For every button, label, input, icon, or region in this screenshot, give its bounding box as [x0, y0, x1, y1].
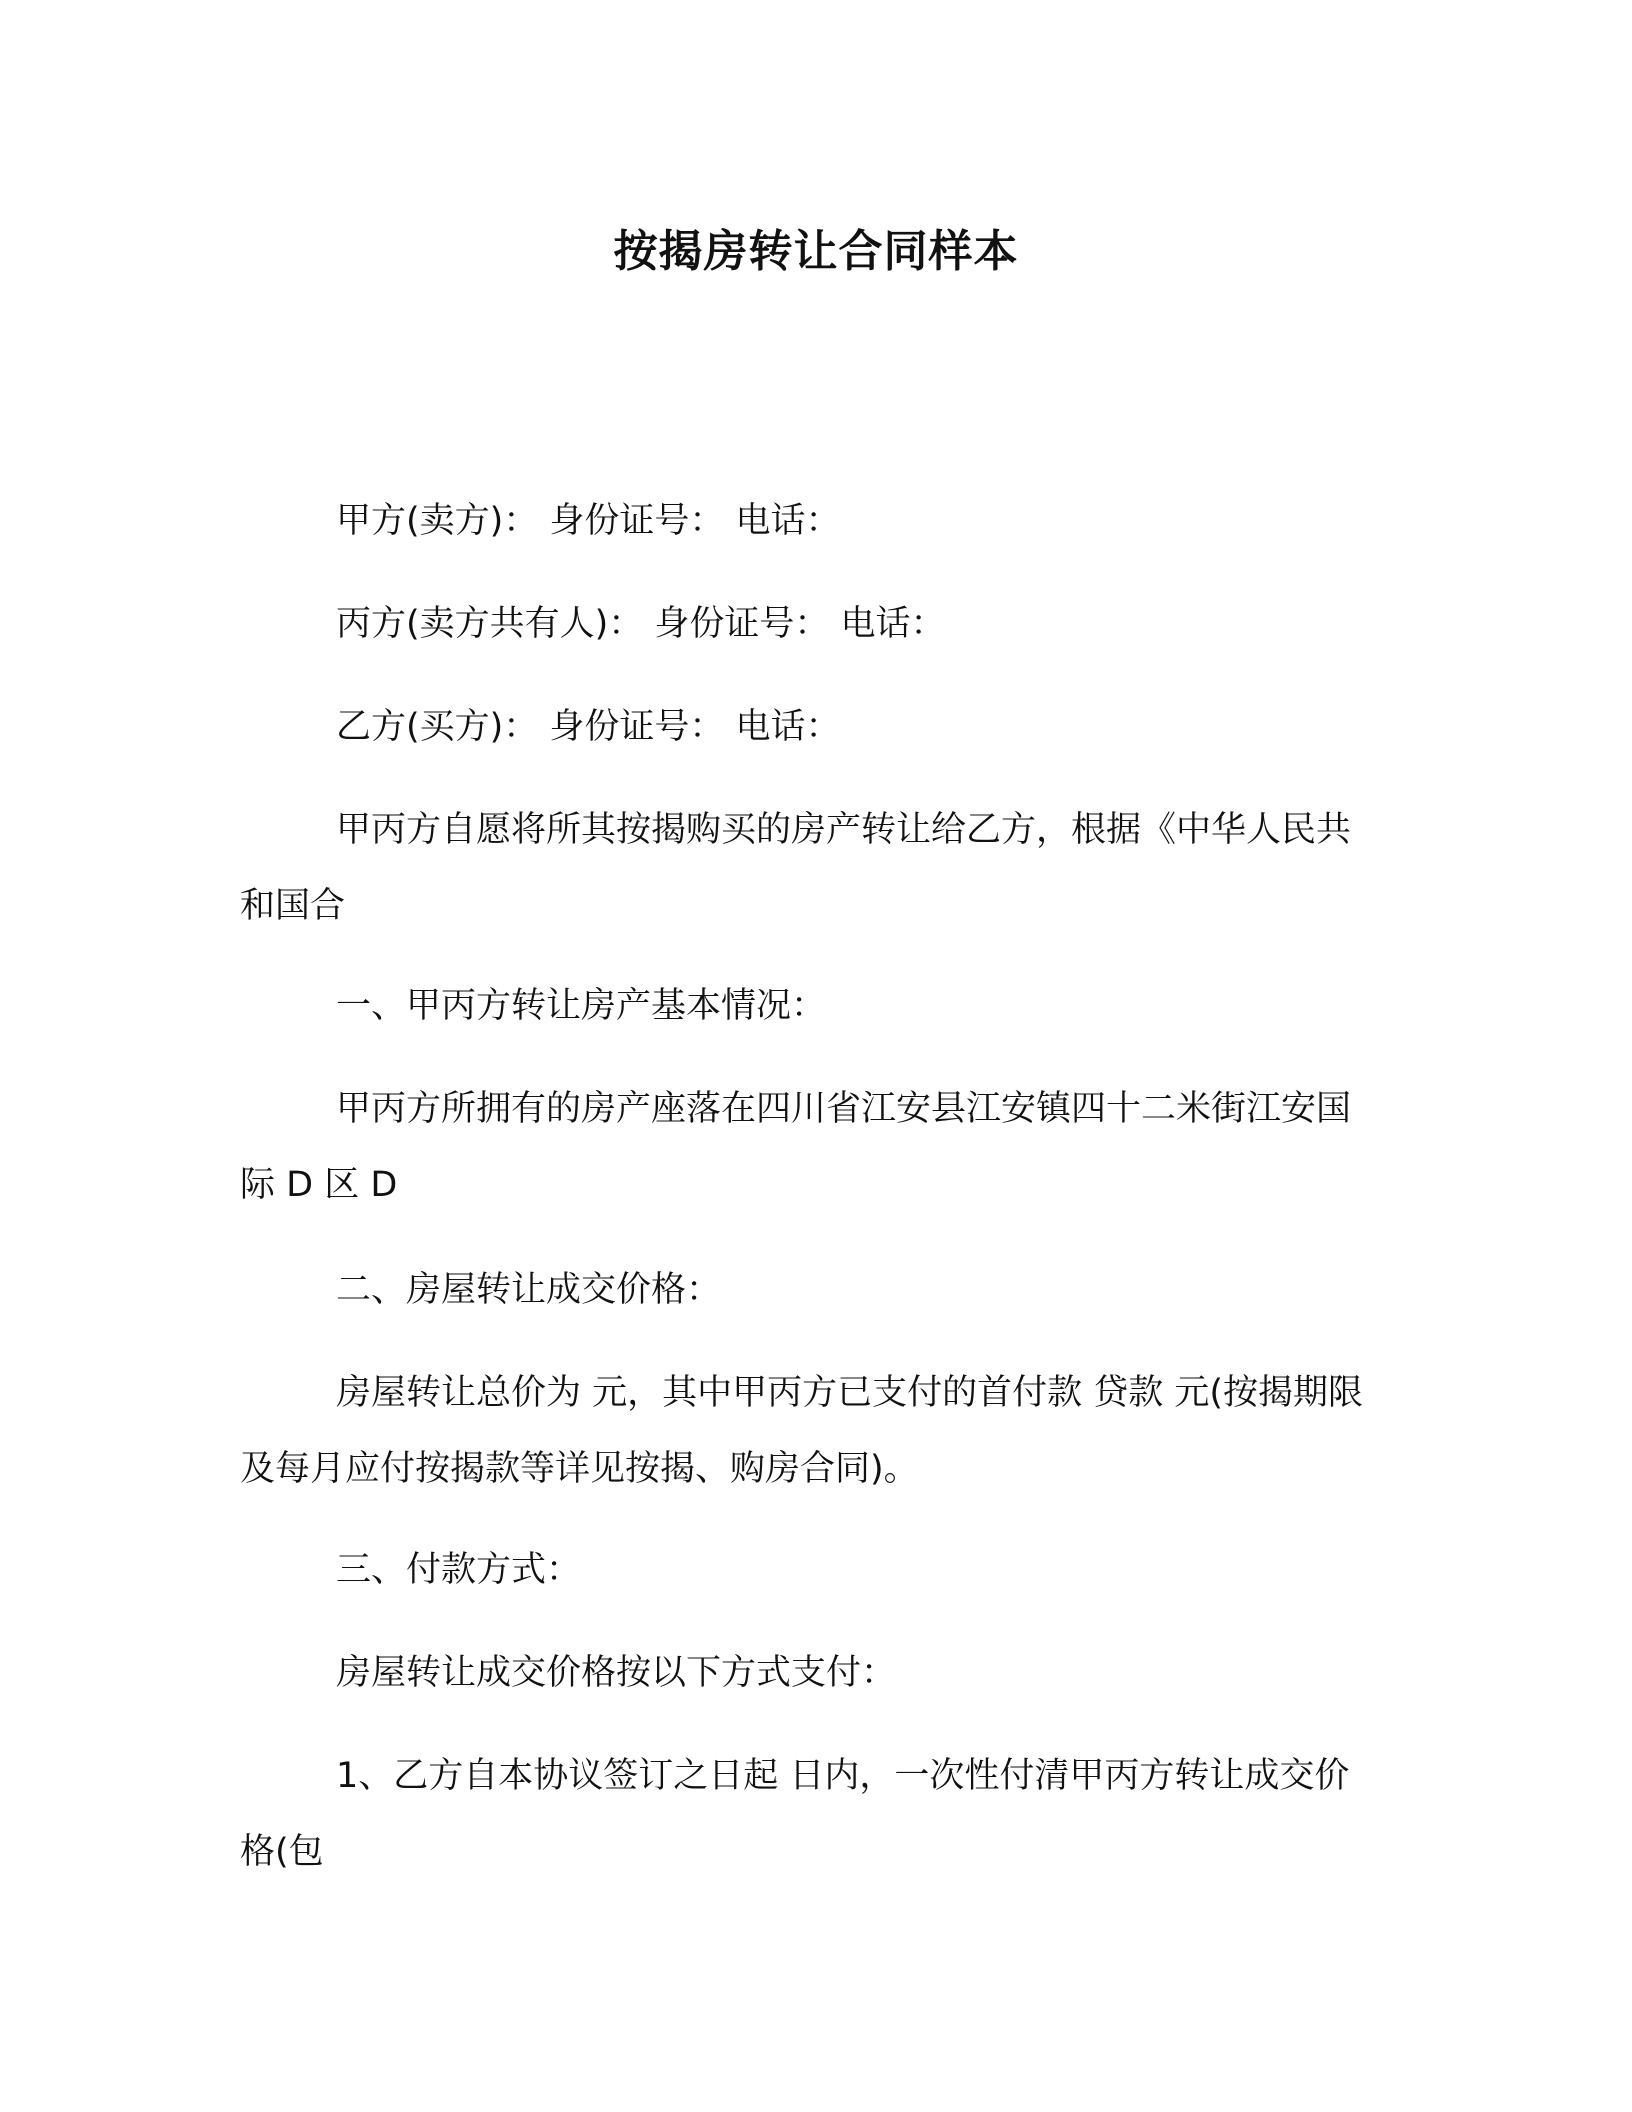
payment-item-1: 1、乙方自本协议签订之日起 日内，一次性付清甲丙方转让成交价格(包	[240, 1756, 1350, 1872]
party-c-line: 丙方(卖方共有人)： 身份证号： 电话：	[336, 604, 946, 644]
section-three-heading: 三、付款方式：	[336, 1550, 582, 1590]
party-a-line: 甲方(卖方)： 身份证号： 电话：	[336, 501, 841, 541]
document-title: 按揭房转让合同样本	[613, 226, 1019, 277]
party-b-line: 乙方(买方)： 身份证号： 电话：	[336, 707, 841, 747]
payment-method-paragraph: 房屋转让成交价格按以下方式支付：	[336, 1653, 897, 1693]
intro-paragraph: 甲丙方自愿将所其按揭购买的房产转让给乙方，根据《中华人民共和国合	[240, 810, 1352, 926]
section-two-heading: 二、房屋转让成交价格：	[336, 1270, 722, 1310]
property-location-paragraph: 甲丙方所拥有的房产座落在四川省江安县江安镇四十二米街江安国际 D 区 D	[240, 1089, 1352, 1205]
price-paragraph: 房屋转让总价为 元，其中甲丙方已支付的首付款 贷款 元(按揭期限及每月应付按揭款等详见按揭、购房合同)。	[240, 1373, 1364, 1489]
section-one-heading: 一、甲丙方转让房产基本情况：	[336, 986, 827, 1026]
